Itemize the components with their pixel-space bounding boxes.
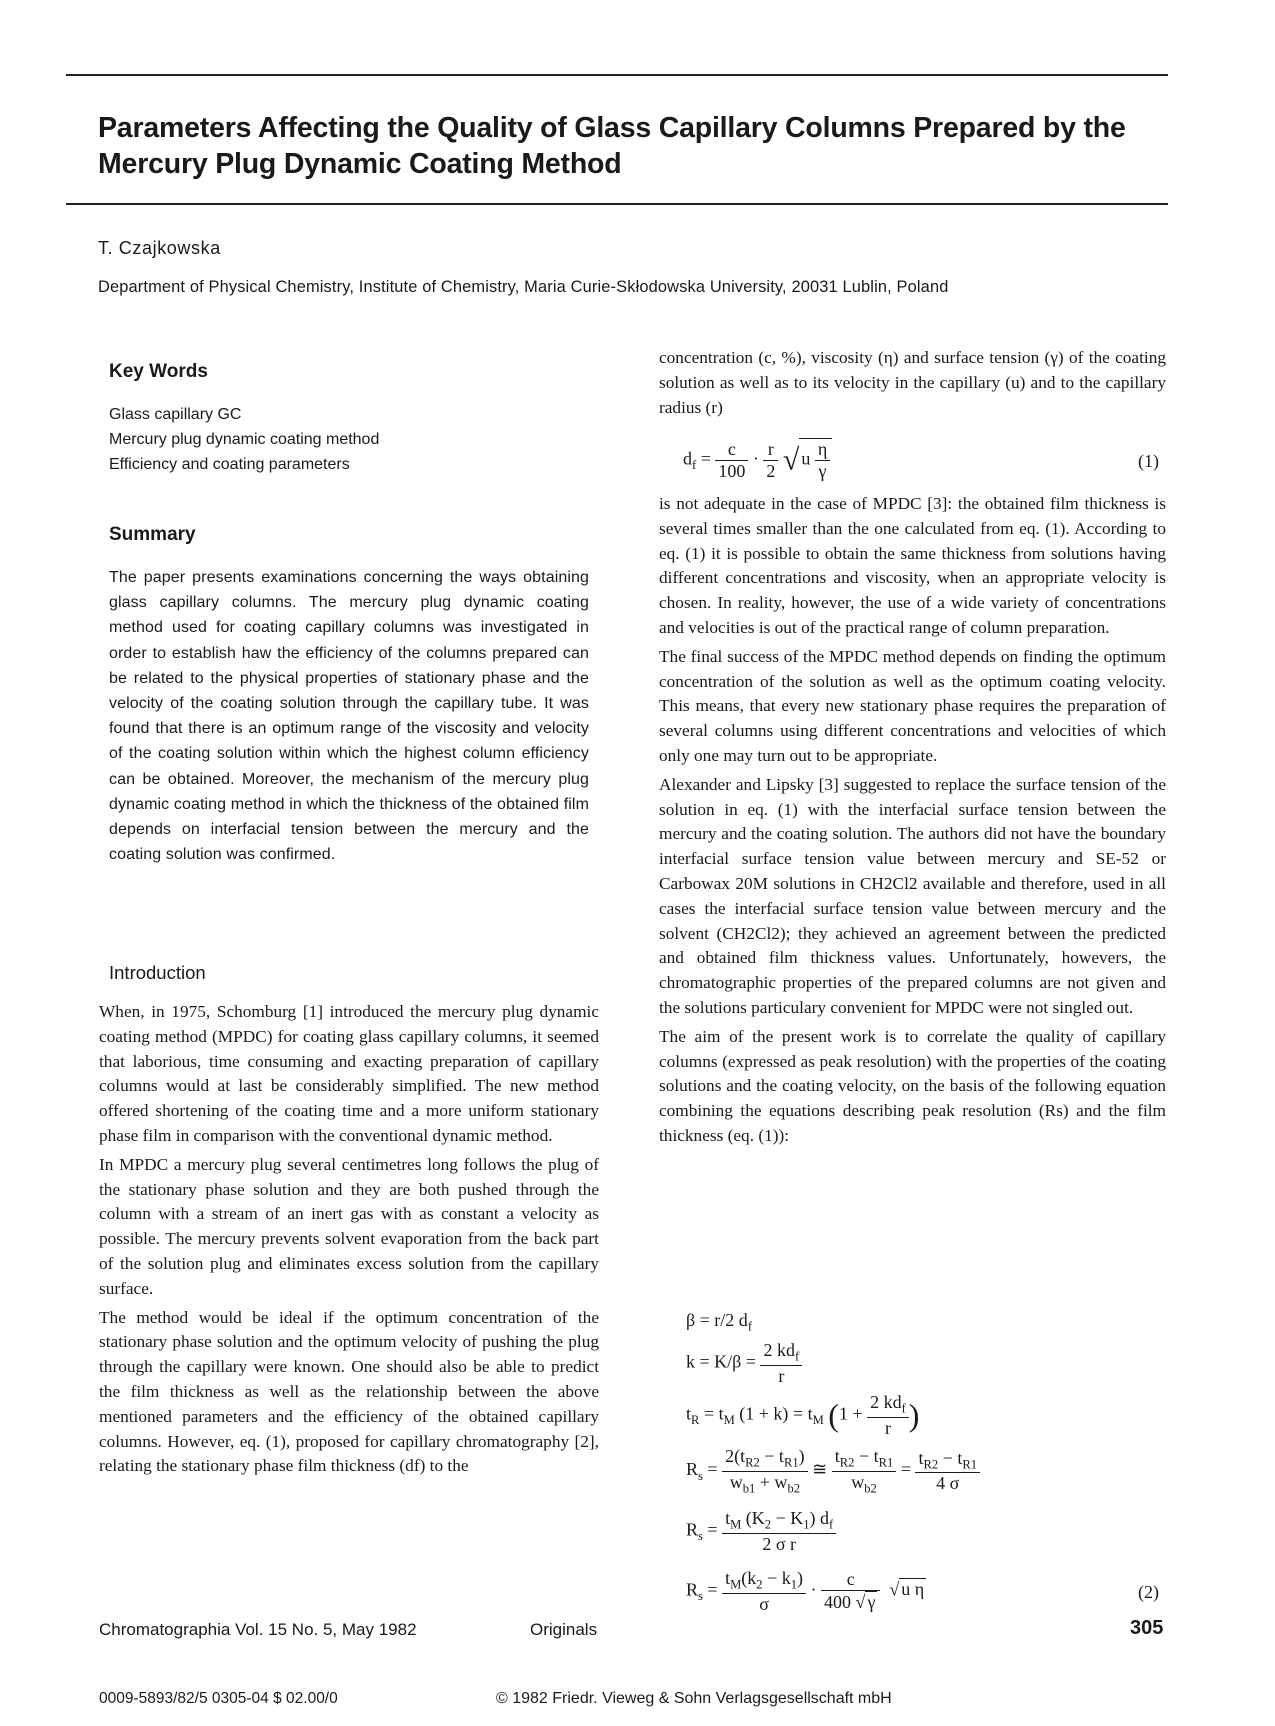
introduction-heading: Introduction [109, 962, 206, 983]
footer-code: 0009-5893/82/5 0305-04 $ 02.00/0 [99, 1690, 338, 1707]
right-paragraph: The aim of the present work is to correlate the quality of capillary columns (expressed as peak resolution) with the properties of the coating solutions and the coating velocity, on the basis of the following equation combining the equations describing peak resolution (Rs) and the film thickness (eq. (1)): [659, 1026, 1166, 1145]
page-number: 305 [1130, 1617, 1164, 1639]
intro-paragraph: When, in 1975, Schomburg [1] introduced the mercury plug dynamic coating method (MPDC) for coating glass capillary columns, it seemed that laborious, time consuming and exacting preparation of capillary columns would at last be considerably simplified. The new method offered shortening of the coating time and a more uniform stationary phase film in comparison with the conventional dynamic method. [99, 1002, 599, 1145]
right-paragraph: The final success of the MPDC method depends on finding the optimum concentration of the solution as well as the optimum coating velocity. This means, that every new stationary phase requires the preparation of several columns using different concentrations and velocities of which only one may turn out to be appropriate. [659, 646, 1166, 765]
affiliation: Department of Physical Chemistry, Institute of Chemistry, Maria Curie-Skłodowska University, 20031 Lublin, Poland [98, 278, 949, 296]
keywords-heading: Key Words [109, 361, 208, 382]
top-rule [66, 74, 1168, 76]
footer-section: Originals [530, 1620, 598, 1639]
right-paragraph: Alexander and Lipsky [3] suggested to replace the surface tension of the solution in eq. (1) with the interfacial surface tension between the mercury and the coating solution. The authors did not have the boundary interfacial surface tension value between mercury and SE-52 or Carbowax 20M solutions in CH2Cl2 available and therefore, used in all cases the interfacial surface tension value between mercury and the solvent (CH2Cl2); they achieved an agreement between the predicted and obtained film thickness values. Unfortunately, howevers, the chromatographic properties of the prepared columns are not given and the solutions particulary convenient for MPDC were not singled out. [659, 774, 1166, 1017]
right-paragraph: is not adequate in the case of MPDC [3]: the obtained film thickness is several times smaller than the one calculated from eq. (1). According to eq. (1) it is possible to obtain the same thickness from solutions having different concentrations and viscosity, when an appropriate velocity is chosen. In reality, however, the use of a wide variety of concentrations and velocities is out of the practical range of column preparation. [659, 494, 1166, 637]
summary-heading: Summary [109, 524, 196, 545]
eq-rs-3: $R_s$ = $\frac{t_M(k_2 - k_1)}{\sigma}$ · $\frac{c}{400 √ \gamma}$ √ u η [686, 1568, 925, 1614]
eq-k: k = K/β = $\frac{2 kd_f}{r}$ [686, 1340, 802, 1387]
intro-paragraph: In MPDC a mercury plug several centimetres long follows the plug of the stationary phase solution and they are both pushed through the column with a stream of an inert gas with as constant a velocity as possible. The mercury prevents solvent evaporation from the back part of the solution plug and eliminates excess solution from the capillary surface. [99, 1154, 599, 1298]
paper-title: Parameters Affecting the Quality of Glass Capillary Columns Prepared by the Mercury Plug Dynamic Coating Method [98, 112, 1126, 180]
keyword-item: Efficiency and coating parameters [109, 456, 350, 473]
footer-copyright: © 1982 Friedr. Vieweg & Sohn Verlagsgesellschaft mbH [496, 1690, 892, 1707]
footer-journal: Chromatographia Vol. 15 No. 5, May 1982 [99, 1620, 417, 1639]
introduction-body [99, 1000, 599, 1483]
author: T. Czajkowska [98, 238, 221, 258]
right-column-body [659, 492, 1166, 1153]
title-rule [66, 203, 1168, 205]
keyword-item: Mercury plug dynamic coating method [109, 431, 380, 448]
keywords-list [109, 402, 589, 477]
eq-tr: $t_R = t_M$ $(1 + k) = t_M$ (1 + $\frac{2 kd_f}{r}$ ) [686, 1392, 920, 1438]
equation-1-number: (1) [1138, 451, 1159, 471]
keyword-item: Glass capillary GC [109, 406, 242, 423]
equation-1: $d_f$ = $\frac{c}{100}$ · $\frac{r}{2}$ √ u $\frac{\eta}{\gamma}$ [683, 438, 832, 482]
right-column-lead [659, 346, 1166, 420]
summary-text: The paper presents examinations concerning the ways obtaining glass capillary columns. The mercury plug dynamic coating method used for coating capillary columns was investigated in order to establish haw the efficiency of the columns prepared can be related to the physical properties of stationary phase and the velocity of the coating solution through the capillary tube. It was found that there is an optimum range of the viscosity and velocity of the coating solution within which the highest column efficiency can be obtained. Moreover, the mechanism of the mercury plug dynamic coating method in which the thickness of the obtained film depends on interfacial tension between the mercury and the coating solution was confirmed. [109, 569, 589, 864]
equation-2-number: (2) [1138, 1582, 1159, 1602]
eq-rs-2: $R_s$ = $\frac{t_M (K_2 - K_1) d_f}{\text{2 σ r}}$ [686, 1508, 836, 1555]
lead-text: concentration (c, %), viscosity (η) and surface tension (γ) of the coating solution as well as to its velocity in the capillary (u) and to the capillary radius (r) [659, 348, 1166, 417]
eq-beta: β = r/2 $d_f$ [686, 1310, 753, 1334]
intro-paragraph: The method would be ideal if the optimum concentration of the stationary phase solution and the optimum velocity of pushing the plug through the capillary were known. One should also be able to predict the film thickness as well as the relationship between the above mentioned parameters and the efficiency of the obtained capillary columns. However, eq. (1), proposed for capillary chromatography [2], relating the stationary phase film thickness (df) to the [99, 1307, 599, 1476]
eq-rs-1: $R_s$ = $\frac{2(t_{R2} - t_{R1})}{w_{b1} + w_{b2}}$ ≅ $\frac{t_{R2} - t_{R1}}{w_{b2}}$ = $\frac{t_{R2} - t_{R1}}{4 \sigma}$ [686, 1446, 980, 1496]
